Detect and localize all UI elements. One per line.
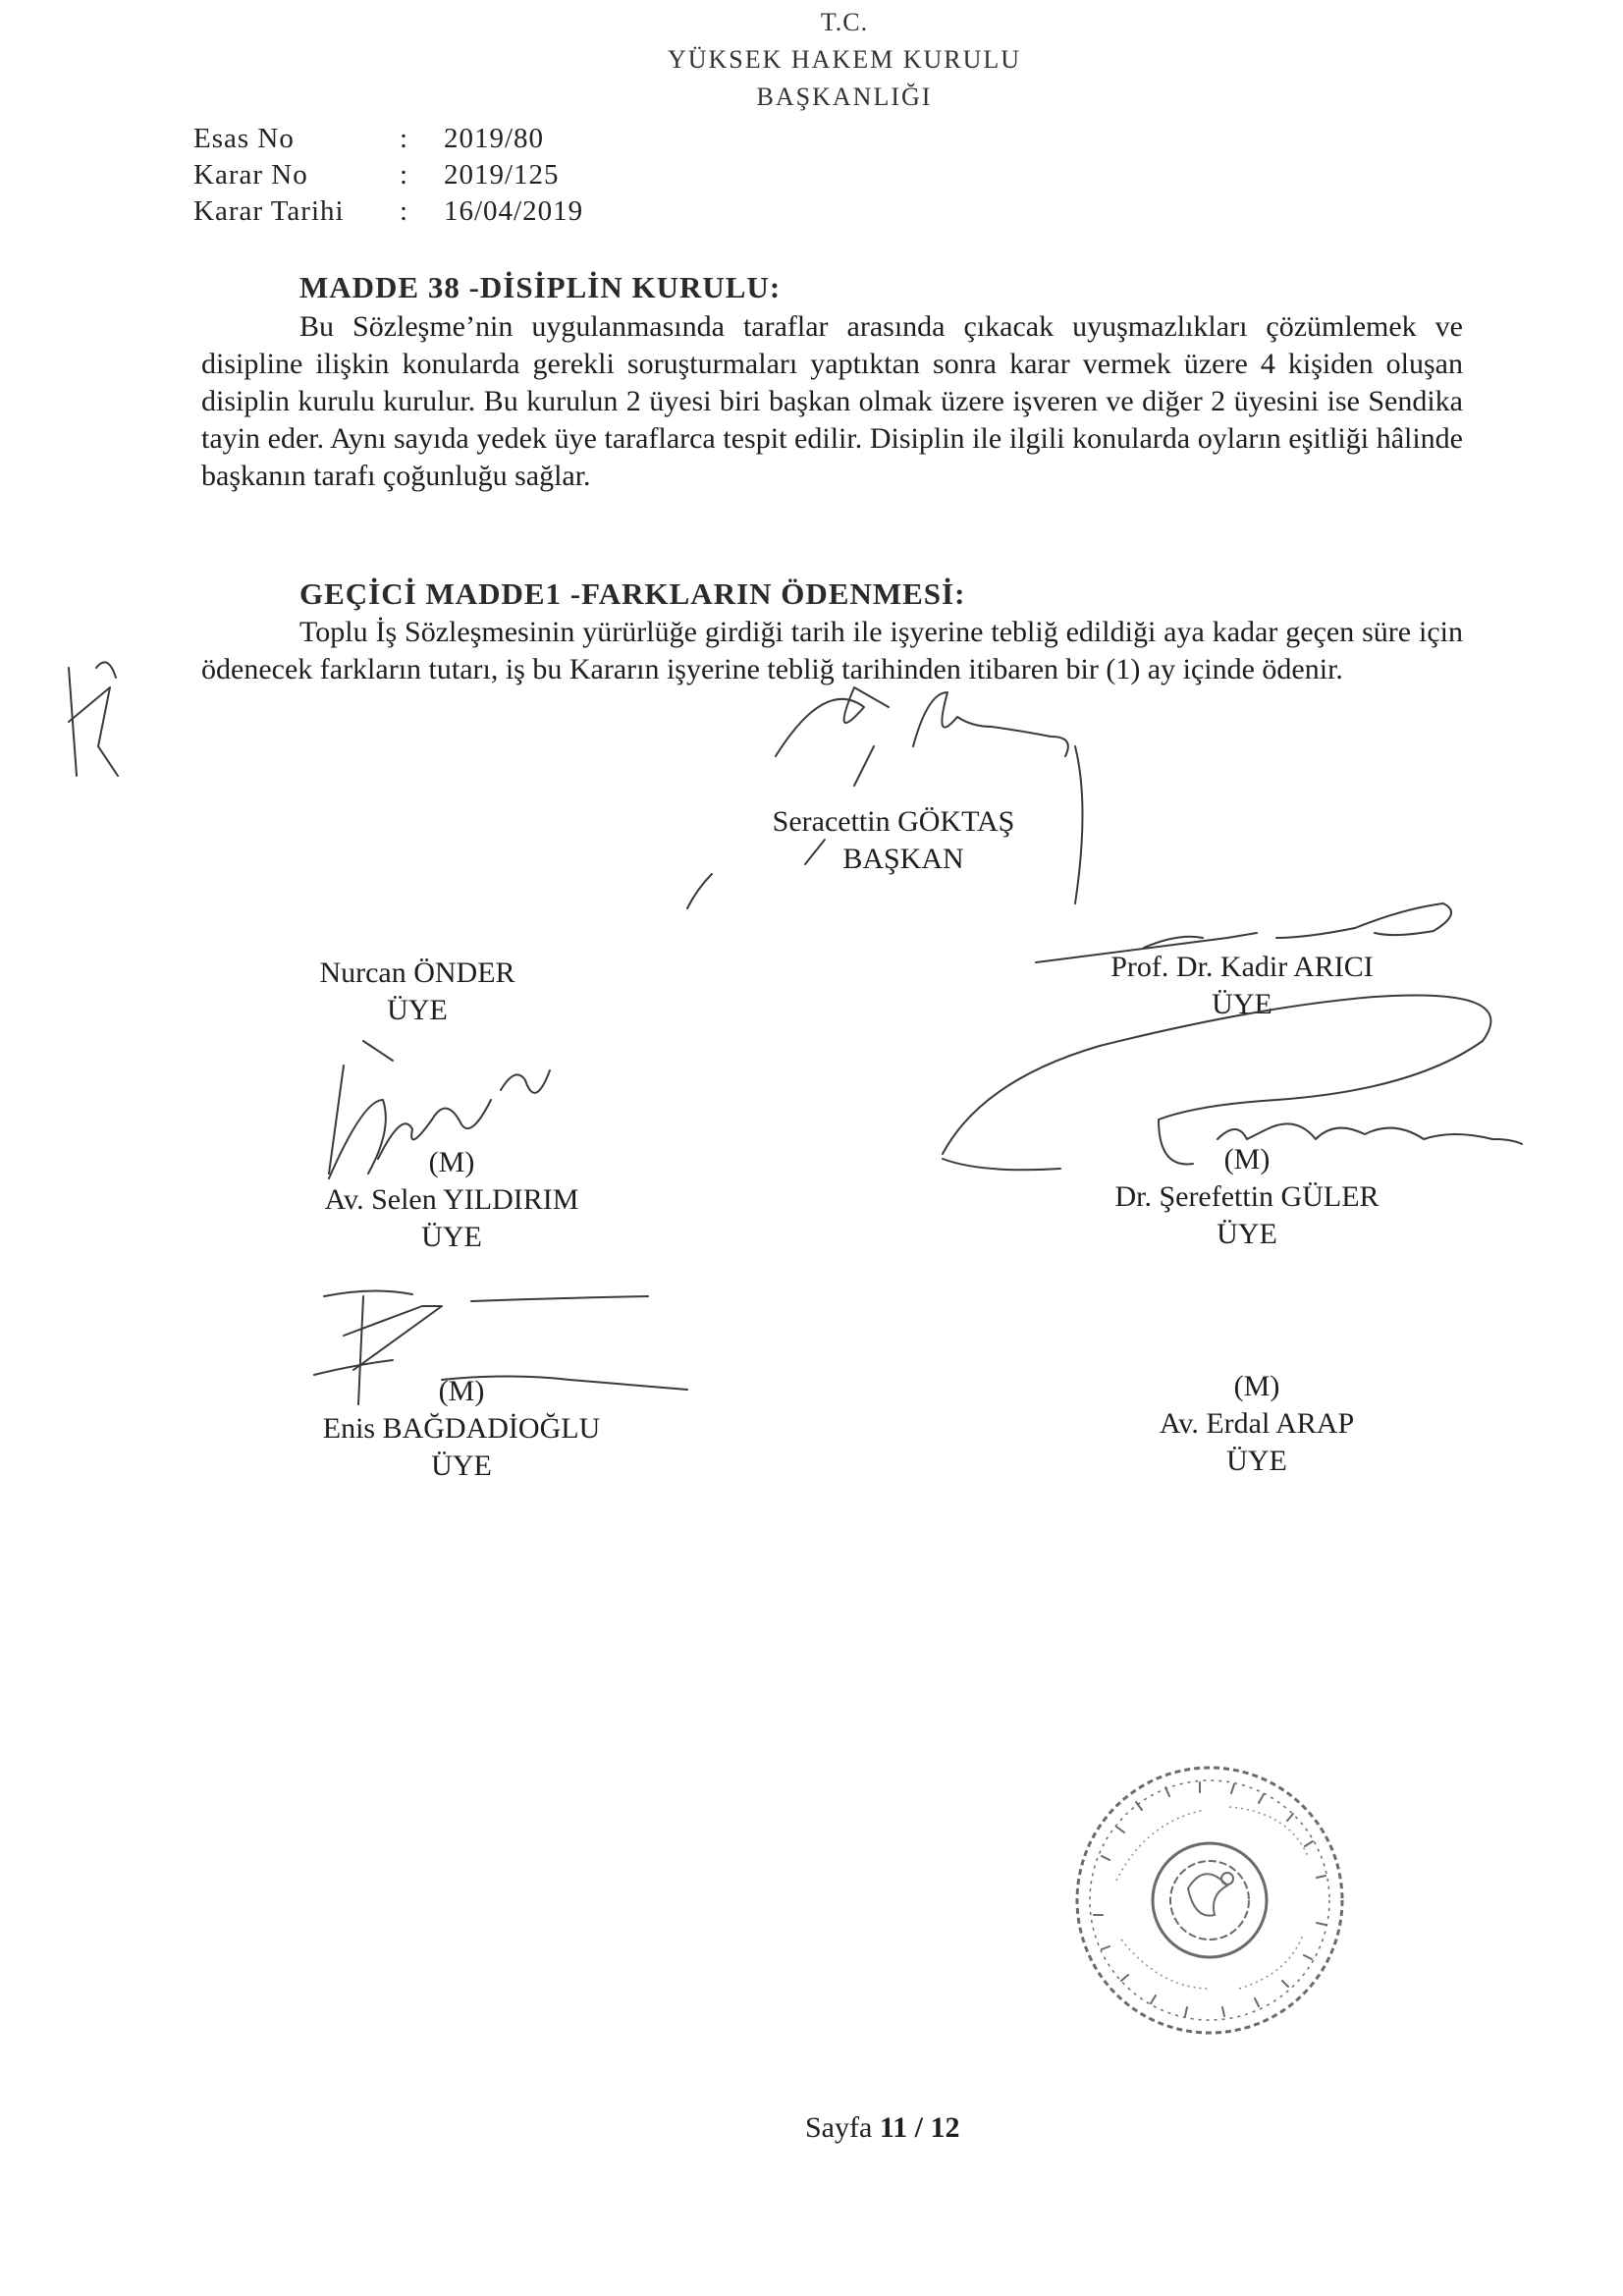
header-tc: T.C. <box>820 8 869 36</box>
meta-value: 2019/125 <box>444 159 560 191</box>
meta-row-esas <box>193 123 783 158</box>
signatory-title: ÜYE <box>421 1221 482 1253</box>
meta-colon: : <box>400 195 408 227</box>
signature-mark: (M) <box>1223 1143 1271 1175</box>
page-separator: / <box>914 2111 924 2144</box>
official-stamp <box>1077 1768 1342 2033</box>
page-total: 12 <box>930 2111 960 2144</box>
president-tick <box>687 874 712 908</box>
signatory-name: Dr. Şerefettin GÜLER <box>1114 1180 1380 1213</box>
section-body-gecici-madde <box>201 614 1463 688</box>
meta-label: Karar Tarihi <box>193 195 345 227</box>
signatory-title: ÜYE <box>1226 1445 1287 1477</box>
meta-colon: : <box>400 159 408 191</box>
signatory-name: Enis BAĞDADİOĞLU <box>322 1412 601 1445</box>
signatory-name: Seracettin GÖKTAŞ <box>772 805 1015 838</box>
meta-value: 16/04/2019 <box>444 195 584 227</box>
signatory-name: Av. Erdal ARAP <box>1159 1407 1355 1440</box>
signature-mark: (M) <box>1233 1370 1280 1402</box>
signature-block-serefettin <box>1060 1141 1434 1253</box>
signatory-title: ÜYE <box>1217 1218 1277 1250</box>
header-institution: YÜKSEK HAKEM KURULU <box>667 45 1022 74</box>
signatory-title: ÜYE <box>431 1449 492 1482</box>
signature-mark: (M) <box>428 1146 475 1178</box>
signatory-name: Nurcan ÖNDER <box>319 957 515 989</box>
meta-label: Esas No <box>193 123 295 154</box>
header-department: BAŞKANLIĞI <box>756 82 933 111</box>
signature-block-nurcan <box>280 955 555 1029</box>
meta-row-karar <box>193 159 783 194</box>
signature-block-kadir <box>1065 949 1419 1023</box>
signatory-title: ÜYE <box>1212 988 1272 1020</box>
meta-value: 2019/80 <box>444 123 545 154</box>
section-heading-gecici-madde: GEÇİCİ MADDE1 -FARKLARIN ÖDENMESİ: <box>299 576 966 611</box>
signatory-name: Prof. Dr. Kadir ARICI <box>1110 951 1374 983</box>
section-text: Bu Sözleşme’nin uygulanmasında taraflar arasında çıkacak uyuşmazlıkları çözümlemek ve disipline ilişkin konularda gerekli soruşturmaları yaptıktan sonra karar vermek üzere 4 kişiden oluşan disiplin kurulu kurulur. Bu kurulun 2 üyesi biri başkan olmak üzere işveren ve diğer 2 üyesini ise Sendika tayin eder. Aynı sayıda yedek üye taraflarca tespit edilir. Disiplin ile ilgili konularda oyların eşitliği hâlinde başkanın tarafı çoğunluğu sağlar. <box>201 310 1463 492</box>
margin-initials <box>69 662 118 776</box>
meta-row-tarih <box>193 195 783 231</box>
signature-block-enis <box>285 1373 638 1485</box>
signature-mark: (M) <box>438 1375 485 1407</box>
page-number <box>805 2111 960 2145</box>
page-current: 11 <box>879 2111 908 2144</box>
meta-colon: : <box>400 123 408 154</box>
meta-label: Karar No <box>193 159 308 191</box>
signatory-title: ÜYE <box>387 994 448 1026</box>
section-body-madde-38 <box>201 308 1463 495</box>
page-prefix: Sayfa <box>805 2111 873 2144</box>
section-text: Toplu İş Sözleşmesinin yürürlüğe girdiği tarih ile işyerine tebliğ edildiği aya kadar geçen süre için ödenecek farkların tutarı, iş bu Kararın işyerine tebliğ tarihinden itibaren bir (1) ay içinde ödenir. <box>201 616 1463 685</box>
section-heading-madde-38: MADDE 38 -DİSİPLİN KURULU: <box>299 270 782 304</box>
signature-block-president <box>746 803 1041 878</box>
signature-block-selen <box>285 1144 619 1256</box>
signatory-name: Av. Selen YILDIRIM <box>324 1183 579 1216</box>
signature-block-erdal <box>1100 1368 1414 1480</box>
signatory-title: BAŞKAN <box>842 843 964 875</box>
